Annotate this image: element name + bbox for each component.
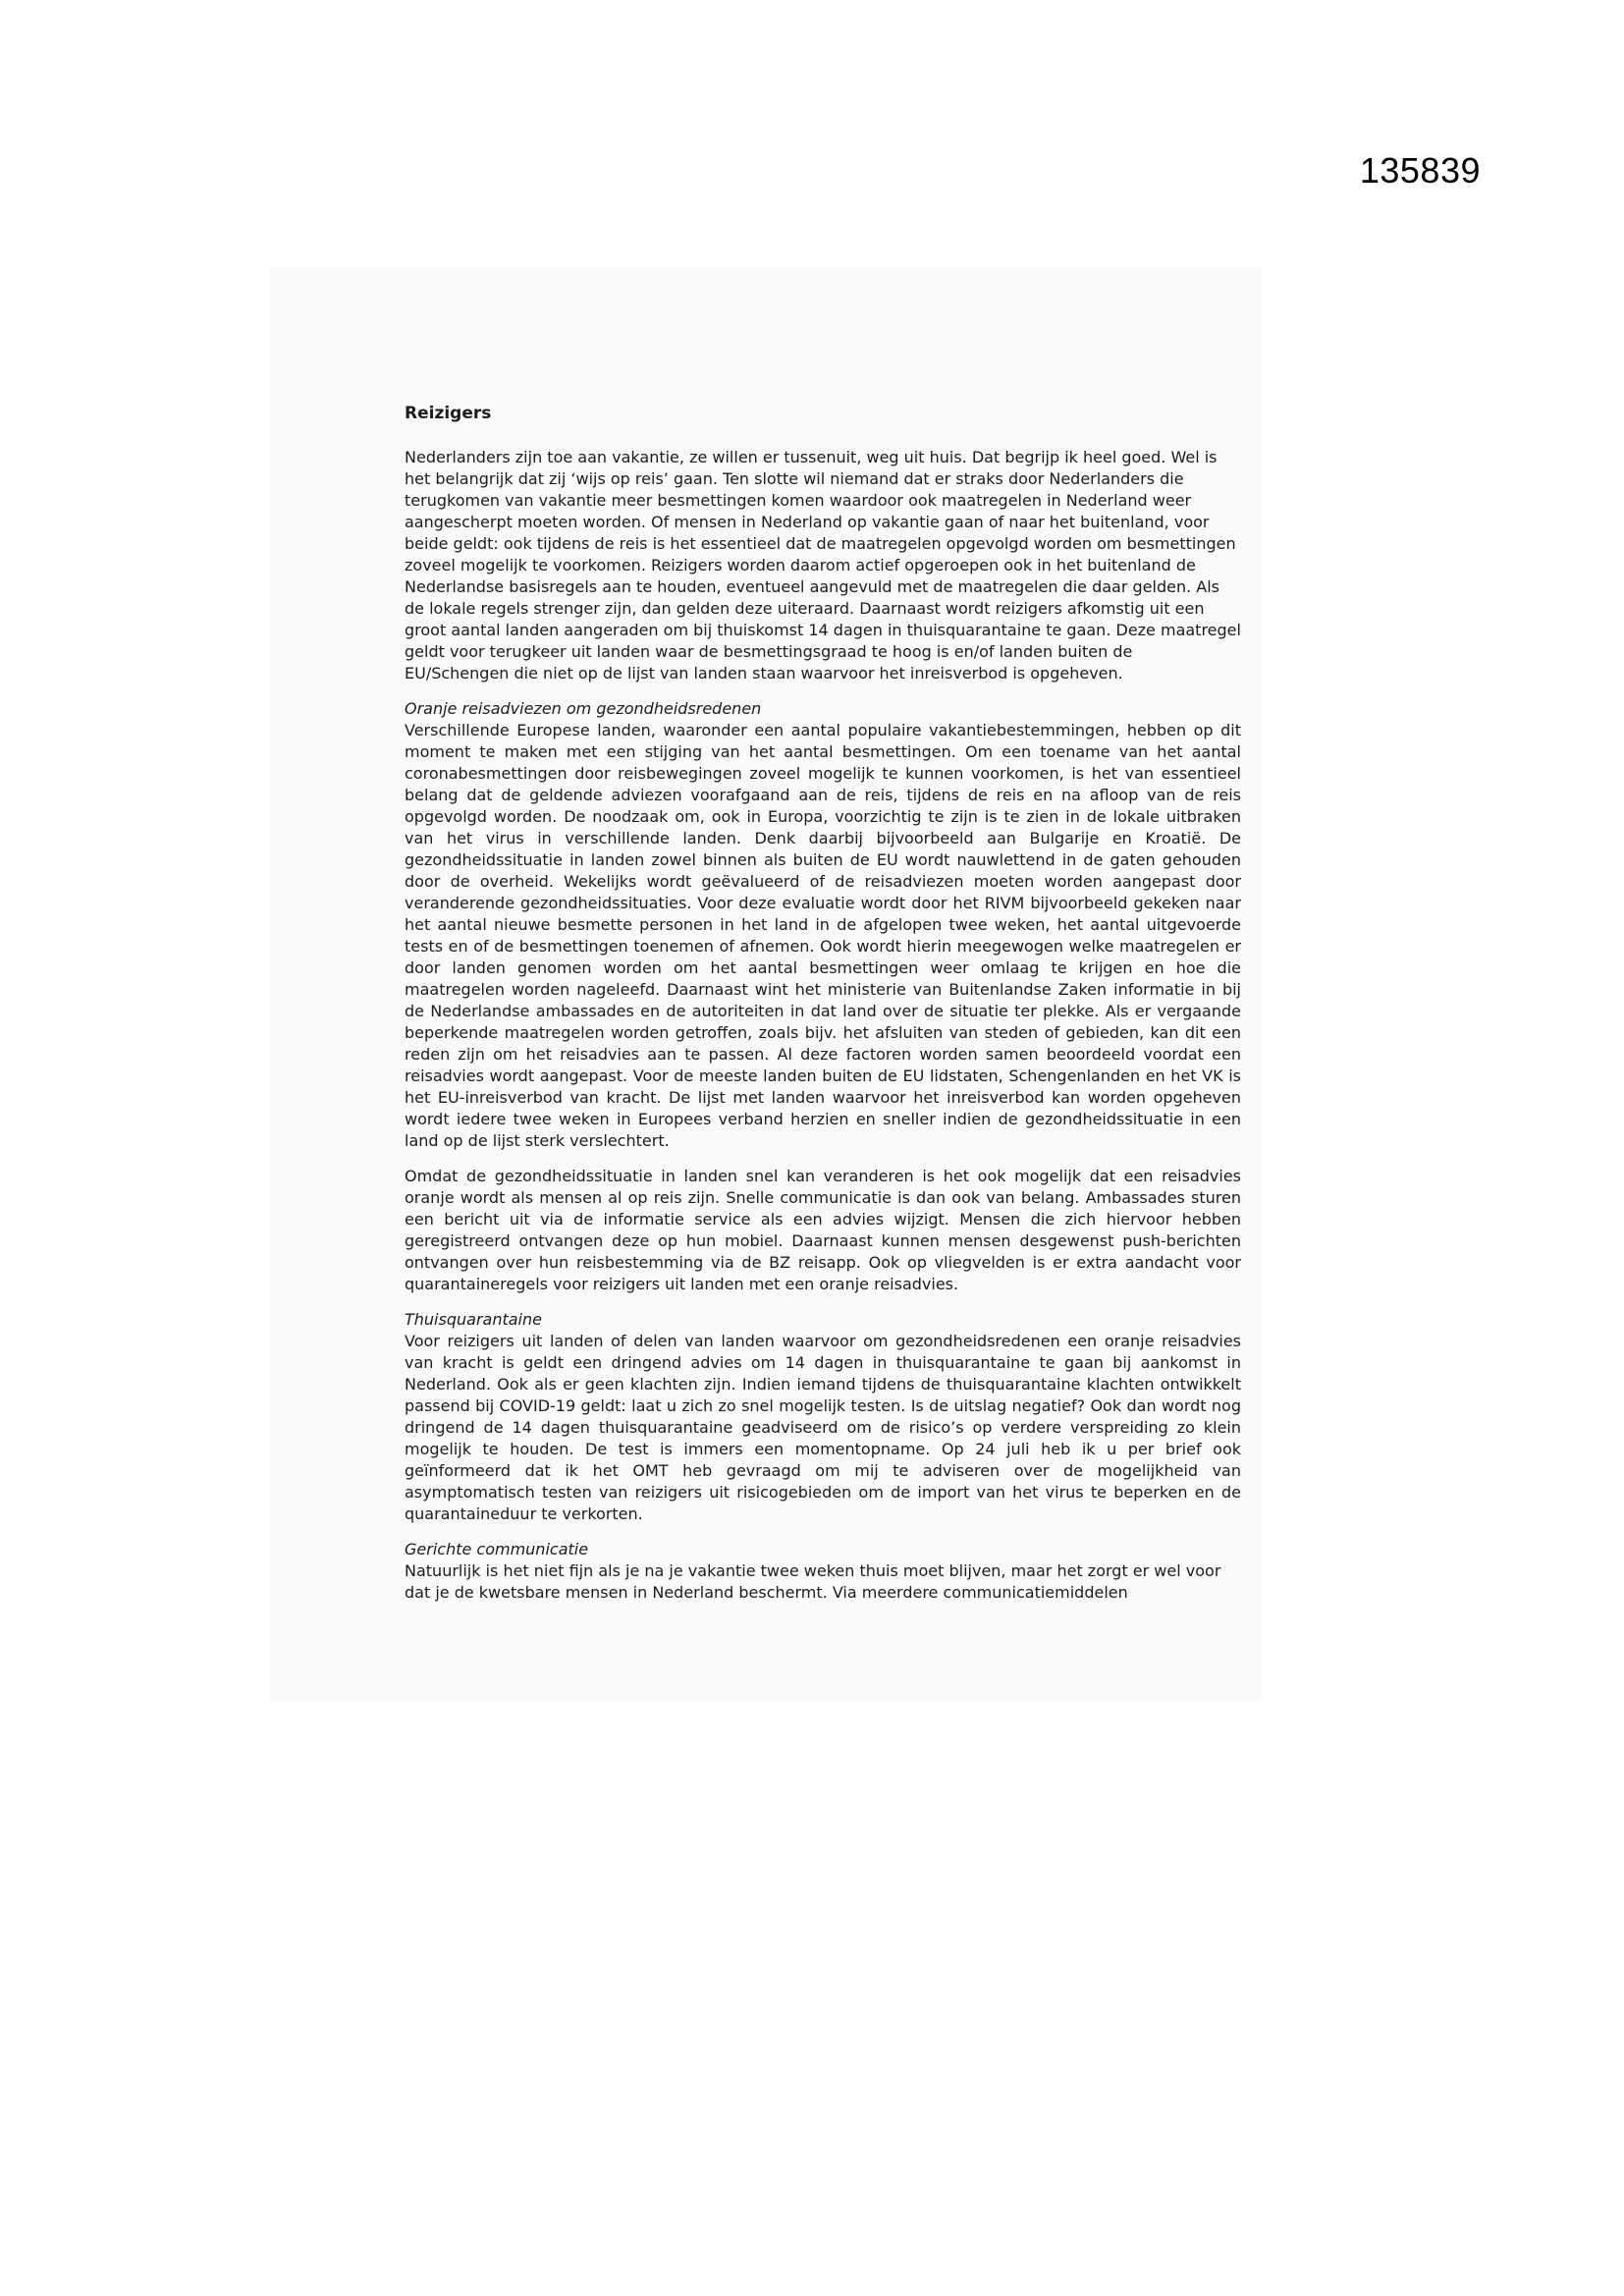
section-paragraph: Omdat de gezondheidssituatie in landen snel kan veranderen is het ook mogelijk dat een reisadvies oranje wordt als mensen al op reis zijn. Snelle communicatie is dan ook van belang. Ambassades sturen een bericht uit via de informatie service als een advies wijzigt. Mensen die zich hiervoor hebben geregistreerd ontvangen deze op hun mobiel. Daarnaast kunnen mensen desgewenst push-berichten ontvangen over hun reisbestemming via de BZ reisapp. Ook op vliegvelden is er extra aandacht voor quarantaineregels voor reizigers uit landen met een oranje reisadvies.: [405, 1167, 1241, 1293]
section-heading: Oranje reisadviezen om gezondheidsredenen: [405, 699, 762, 718]
section-gerichte-communicatie: [405, 1539, 1241, 1604]
section-oranje-reisadviezen: [405, 698, 1241, 1295]
document-number: 135839: [1359, 150, 1481, 191]
section-paragraph: Verschillende Europese landen, waaronder een aantal populaire vakantiebestemmingen, hebben op dit moment te maken met een stijging van het aantal besmettingen. Om een toename van het aantal coronabesmettingen door reisbewegingen zoveel mogelijk te kunnen voorkomen, is het van essentieel belang dat de geldende adviezen voorafgaand aan de reis, tijdens de reis en na afloop van de reis opgevolgd worden. De noodzaak om, ook in Europa, voorzichtig te zijn is te zien in de lokale uitbraken van het virus in verschillende landen. Denk daarbij bijvoorbeeld aan Bulgarije en Kroatië. De gezondheidssituatie in landen zowel binnen als buiten de EU wordt nauwlettend in de gaten gehouden door de overheid. Wekelijks wordt geëvalueerd of de reisadviezen moeten worden aangepast door veranderende gezondheidssituaties. Voor deze evaluatie wordt door het RIVM bijvoorbeeld gekeken naar het aantal nieuwe besmette personen in het land in de afgelopen twee weken, het aantal uitgevoerde tests en of de besmettingen toenemen of afnemen. Ook wordt hierin meegewogen welke maatregelen er door landen genomen worden om het aantal besmettingen weer omlaag te krijgen en hoe die maatregelen worden nageleefd. Daarnaast wint het ministerie van Buitenlandse Zaken informatie in bij de Nederlandse ambassades en de autoriteiten in dat land over de situatie ter plekke. Als er vergaande beperkende maatregelen worden getroffen, zoals bijv. het afsluiten van steden of gebieden, kan dit een reden zijn om het reisadvies aan te passen. Al deze factoren worden samen beoordeeld voordat een reisadvies wordt aangepast. Voor de meeste landen buiten de EU lidstaten, Schengenlanden en het VK is het EU-inreisverbod van kracht. De lijst met landen waarvoor het inreisverbod kan worden opgeheven wordt iedere twee weken in Europees verband herzien en sneller indien de gezondheidssituatie in een land op de lijst sterk verslechtert.: [405, 721, 1241, 1150]
section-paragraph: Natuurlijk is het niet fijn als je na je vakantie twee weken thuis moet blijven, maar het zorgt er wel voor dat je de kwetsbare mensen in Nederland beschermt. Via meerdere communicatiemiddelen: [405, 1561, 1221, 1602]
section-paragraph: Voor reizigers uit landen of delen van landen waarvoor om gezondheidsredenen een oranje reisadvies van kracht is geldt een dringend advies om 14 dagen in thuisquarantaine te gaan bij aankomst in Nederland. Ook als er geen klachten zijn. Indien iemand tijdens de thuisquarantaine klachten ontwikkelt passend bij COVID-19 geldt: laat u zich zo snel mogelijk testen. Is de uitslag negatief? Ook dan wordt nog dringend de 14 dagen thuisquarantaine geadviseerd om de risico’s op verdere verspreiding zo klein mogelijk te houden. De test is immers een momentopname. Op 24 juli heb ik u per brief ook geïnformeerd dat ik het OMT heb gevraagd om mij te adviseren over de mogelijkheid van asymptomatisch testen van reizigers uit risicogebieden om de import van het virus te beperken en de quarantaineduur te verkorten.: [405, 1332, 1241, 1523]
section-heading: Gerichte communicatie: [405, 1540, 589, 1558]
document-body: [405, 403, 1241, 1617]
section-thuisquarantaine: [405, 1309, 1241, 1525]
section-heading: Thuisquarantaine: [405, 1310, 542, 1329]
page-title: Reizigers: [405, 404, 492, 423]
intro-paragraph: Nederlanders zijn toe aan vakantie, ze willen er tussenuit, weg uit huis. Dat begrijp ik heel goed. Wel is het belangrijk dat zij ‘wijs op reis’ gaan. Ten slotte wil niemand dat er straks door Nederlanders die terugkomen van vakantie meer besmettingen komen waardoor ook maatregelen in Nederland weer aangescherpt moeten worden. Of mensen in Nederland op vakantie gaan of naar het buitenland, voor beide geldt: ook tijdens de reis is het essentieel dat de maatregelen opgevolgd worden om besmettingen zoveel mogelijk te voorkomen. Reizigers worden daarom actief opgeroepen ook in het buitenland de Nederlandse basisregels aan te houden, eventueel aangevuld met de maatregelen die daar gelden. Als de lokale regels strenger zijn, dan gelden deze uiteraard. Daarnaast wordt reizigers afkomstig uit een groot aantal landen aangeraden om bij thuiskomst 14 dagen in thuisquarantaine te gaan. Deze maatregel geldt voor terugkeer uit landen waar de besmettingsgraad te hoog is en/of landen buiten de EU/Schengen die niet op de lijst van landen staan waarvoor het inreisverbod is opgeheven.: [405, 448, 1241, 683]
